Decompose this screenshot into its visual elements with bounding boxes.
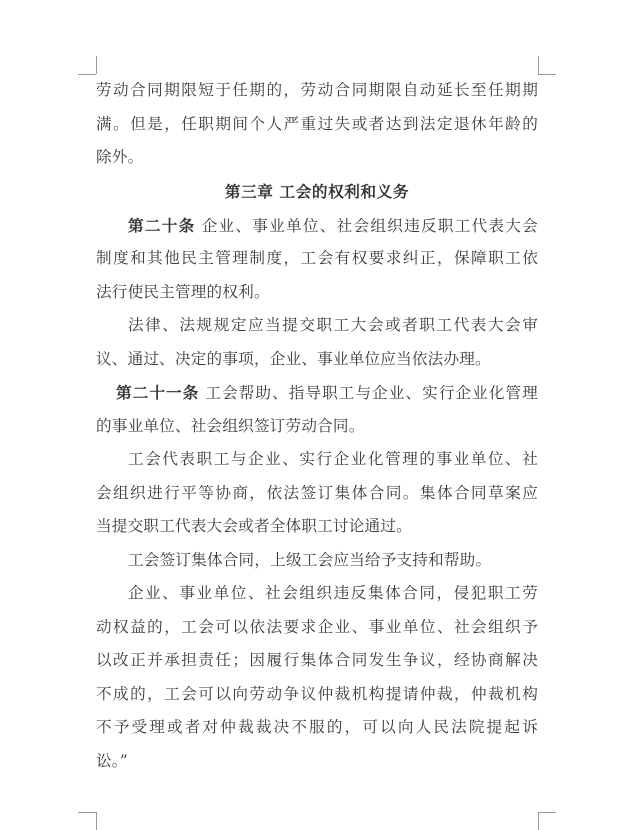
text-line: 以改正并承担责任；因履行集体合同发生争议，经协商解决 <box>96 651 538 669</box>
article-label: 第二十一条 <box>116 383 200 402</box>
text-line: 不成的，工会可以向劳动争议仲裁机构提请仲裁，仲裁机构 <box>96 684 538 703</box>
text-line: 法律、法规规定应当提交职工大会或者职工代表大会审 <box>128 316 538 334</box>
text-line: 会组织进行平等协商，依法签订集体合同。集体合同草案应 <box>96 483 538 502</box>
article-text: 工会帮助、指导职工与企业、实行企业化管理 <box>205 384 538 402</box>
paragraph-collective-negotiation <box>96 443 538 544</box>
paragraph-signing-support <box>96 544 538 578</box>
text-line: 法行使民主管理的权利。 <box>96 282 270 301</box>
text-line <box>96 209 538 243</box>
text-line: 除外。 <box>96 148 144 166</box>
article-text: 企业、事业单位、社会组织违反职工代表大会 <box>201 216 538 235</box>
text-line: 工会签订集体合同，上级工会应当给予支持和帮助。 <box>128 550 492 569</box>
text-line: 制度和其他民主管理制度，工会有权要求纠正，保障职工依 <box>96 249 538 267</box>
text-line: 工会代表职工与企业、实行企业化管理的事业单位、社 <box>128 450 538 468</box>
text-line: 劳动合同期限短于任期的，劳动合同期限自动延长至任期期 <box>96 81 538 99</box>
text-line: 当提交职工代表大会或者全体职工讨论通过。 <box>96 517 412 535</box>
text-line: 不予受理或者对仲裁裁决不服的，可以向人民法院提起诉 <box>96 718 538 736</box>
paragraph-term-extension <box>96 74 538 175</box>
text-line: 议、通过、决定的事项，企业、事业单位应当依法办理。 <box>96 349 491 368</box>
article-20 <box>96 209 538 310</box>
paragraph-law-matters <box>96 309 538 376</box>
document-body <box>96 74 538 778</box>
text-line: 动权益的，工会可以依法要求企业、事业单位、社会组织予 <box>96 617 538 636</box>
article-21 <box>96 376 538 443</box>
paragraph-contract-violation <box>96 577 538 778</box>
text-line <box>96 376 538 410</box>
text-line: 企业、事业单位、社会组织违反集体合同，侵犯职工劳 <box>128 584 538 602</box>
text-line: 的事业单位、社会组织签订劳动合同。 <box>96 416 365 435</box>
text-line: 满。但是，任职期间个人严重过失或者达到法定退休年龄的 <box>96 114 538 133</box>
chapter-heading: 第三章 工会的权利和义务 <box>224 181 410 201</box>
article-label: 第二十条 <box>128 215 196 235</box>
text-line: 讼。” <box>96 751 128 770</box>
